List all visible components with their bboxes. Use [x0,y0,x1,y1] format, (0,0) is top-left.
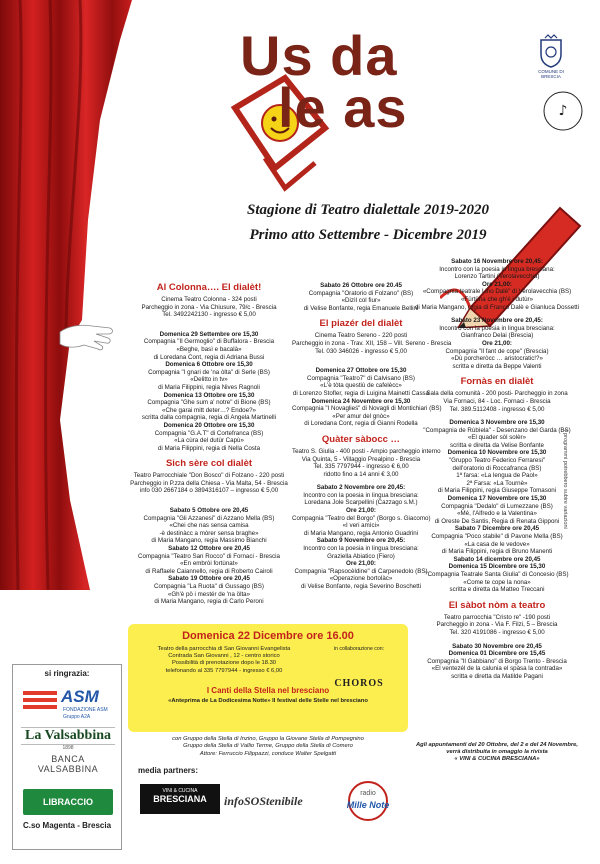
show-line: Compagnia "Teatro San Rocco" di Fornaci - Brescia [138,552,280,560]
show-line: «Operazione bortolàc» [329,575,393,583]
show-line: Compagnia "Il Gabbiano" di Borgo Trento - Brescia [427,657,567,665]
show-line: Graziella Abiatico (Fiero) [327,552,395,560]
show-line: -è destinàcc a mòrer sensa braghe» [159,529,259,537]
show-date: Sabato 12 Ottobre ore 20,45 [168,545,250,553]
magazine-note-line: « VINI & CUCINA BRESCIANA» [454,756,540,763]
show-line: Compagnia "Ghe sum a' notre" di Bione (BS) [147,399,271,407]
radio-mille-note-logo [338,780,398,822]
show-line: Incontro con la poesia in lingua bresciana: [303,545,419,553]
show-line: Compagnia "Il Germoglio" di Buffalora - Brescia [143,338,275,346]
show-date: Sabato 9 Novembre ore 20,45: [316,537,406,545]
december-info-line: Contrada San Giovanni , 12 - centro storico [168,653,280,660]
section-title: Sich sère col dialèt [165,458,253,470]
show-date: Domenica 10 Novembre ore 15,30 [447,449,547,457]
show-line: «L'è tòta questiù de cafelècc» [320,382,402,390]
red-curtain-illustration [0,0,132,590]
show-date: Domenica 6 Ottobre ore 15,30 [165,361,253,369]
show-line: «Gh'è pö i mestér de 'na ölta» [167,590,251,598]
venue-info: Tel. 335 7797944 - ingresso € 6,00 [313,463,409,471]
show-line: di Velise Bonfante, regia Emanuele Bellini [303,304,419,312]
show-line: scritta e diretta da Matilde Pagani [451,672,543,680]
show-date: Sabato 23 Novembre ore 20,45: [451,317,543,325]
comune-logo [531,34,571,79]
radio-main: Mille Note [346,800,390,810]
show-line: di Maria Mangano, regia di Carlo Peroni [154,598,264,606]
show-date: Domenica 24 Novembre ore 15,30 [311,397,411,405]
show-line: Compagnia "Il fant de cope" (Brescia) [445,347,549,355]
december-info [134,646,314,675]
credit-line: Attore: Ferruccio Filippazzi, conduce Walter Spelgatti [199,750,337,757]
show-line: «La cùra del dutùr Capù» [174,437,244,445]
show-line: "Compagnia de Rùbìela" - Desenzano del Garda (BS) [423,426,571,434]
sponsors-box [12,664,122,850]
show-date: Domenica 13 Ottobre ore 15,30 [163,391,255,399]
column-2 [292,282,452,591]
show-date: Domenica 15 Dicembre ore 15,30 [448,563,546,571]
side-note: I programmi potrebbero subire variazioni [562,430,568,529]
vini-main: BRESCIANA [153,794,207,804]
season-subtitle [218,202,518,244]
show-line: di Maria Mangano, regia Antonio Guadrini [303,529,419,537]
venue-info: Tel. 3492242130 - ingresso € 5,00 [162,311,256,319]
show-line: «Compagnia teatrale Lino Dalè" di Verolavecchia (BS) [422,288,572,296]
show-date: Sabato 30 Novembre ore 20,45 [452,642,542,650]
column-1 [124,282,294,606]
show-line: «Che garai mitt deter…? Endoe?» [162,406,256,414]
show-date: Domenica 17 Novembre ore 15,30 [447,495,547,503]
show-date: Ore 21,00: [482,280,512,288]
show-date: Sabato 5 Ottobre ore 20,45 [169,507,249,515]
show-line: di Maria Mangano, regia Massimo Bianchi [151,537,267,545]
crest-icon [538,34,564,68]
section-title: Fornàs en dialèt [460,376,534,388]
december-info-line: Teatro della parrocchia di San Giovanni Evangelista [157,646,291,652]
choros-logo: CHOROS [334,678,384,689]
section-title: Al Colonna…. El dialèt! [156,282,262,293]
show-line: «En embròi fortùnat» [180,560,238,568]
magazine-note-line: Agli appuntamenti del 20 Ottobre, del 2 e del 24 Novembre, [415,742,579,748]
media-partners-title: media partners: [138,766,199,775]
december-info-line: Possibilità di prenotazione dopo le 18.30 [171,660,277,667]
valsabbina-year: 1898 [62,745,74,751]
december-event-box [128,624,408,732]
venue-info: Teatro Parrocchiale "Don Bosco" di Folzano - 220 posti [133,472,285,480]
show-line: Compagnia "G.A.T" di Cortefranca (BS) [154,429,264,437]
show-line: dell'oratorio di Roccafranca (BS) [452,464,542,472]
libraccio-logo: LIBRACCIO [23,789,113,815]
show-line: «Come te cope la nona» [463,578,531,586]
venue-info: Tel. 389.5112408 - ingresso € 5,00 [449,405,545,413]
valsabbina-bank: BANCA VALSABBINA [37,754,99,774]
show-line: Compagnia "Gli Azzanesi" di Azzano Mella (BS) [143,514,275,522]
comune-label: COMUNE DI BRESCIA [538,69,564,79]
show-line: «Chei che nas sensa camisa [169,522,249,530]
show-line: «Beghe, basì e bacalà» [176,345,242,353]
show-line: «I veri amìci» [342,522,380,530]
december-title: Domenica 22 Dicembre ore 16.00 [182,630,354,642]
show-line: Compagnia "La Ruota" di Gussago (BS) [154,583,264,590]
venue-info: Cinema Teatro Colonna - 324 posti [161,296,257,303]
show-line: di Maria Filippini, regia di Nella Costa [157,444,261,452]
show-line: di Maria Filippini, regia Giuseppe Tomasoni [437,487,557,495]
show-line: di Maria Mangano, regia di Franco Dalè e Gianluca Dossetti [414,303,580,311]
magazine-note-line: verrà distribuita in omaggio la rivista [446,749,548,756]
valsabbina-logo [21,727,115,774]
show-line: «La casa de le vedove» [464,540,530,548]
collab-label: in collaborazione con: [333,646,385,652]
svg-text:♪: ♪ [558,103,568,119]
show-line: "Compagnia Teatrale Santa Giulia" di Concesio (BS) [425,570,569,578]
canti-subtitle: «Anteprima de La Dodicesima Notte» II festival delle Stelle nel bresciano [168,698,368,704]
asm-sub: FONDAZIONE ASM [63,707,108,713]
show-line: Compagnia "Dedalo" di Lumezzane (BS) [441,502,553,510]
show-date: Sabato 26 Ottobre ore 20.45 [320,282,402,289]
show-line: «El quader sòl solèr» [467,434,527,442]
vini-top: VINI & CUCINA [162,788,198,794]
show-line: scritta dalla compagnia, regia di Angela Martinelli [141,414,277,422]
show-line: Compagnia "I Novaglieś" di Novagli di Montichiari (BS) [292,405,442,413]
section-title: El sàbot nòm a teatro [448,599,546,611]
show-line: di Loredana Cont, regia di Adriana Bussi [153,353,265,361]
association-logo-icon [542,90,584,132]
show-date: Ore 21,00: [482,339,512,347]
show-line: Incontro con la poesia in lingua bresciana: [303,491,419,499]
venue-info: ridotto fino a 14 anni € 3,00 [323,470,399,478]
venue-info: Parcheggio in P.zza della Chiesa - Via Malta, 54 - Brescia [130,479,288,487]
credit-line: Gruppo della Stella di Vallio Terme, Gruppo della Stella di Comero [183,743,353,750]
magazine-note [412,742,582,764]
venue-info: Via Quinta, 5 - Villaggio Prealpino - Brescia [301,455,421,463]
show-date: Ore 21,00: [346,507,376,515]
show-line: «Per amur del gnòc» [332,412,390,420]
show-line: scritta e diretta da Matteo Treccani [449,586,545,594]
show-date: Ore 21,00: [346,560,376,568]
show-line: Gianfranco Delai (Brescia) [460,332,534,340]
show-line: di Raffaele Caiannello, regia di Roberto Cairoli [145,567,273,575]
december-info-line: telefonando al 335 7797944 - ingresso € 6,00 [165,667,283,674]
show-line: «Fürtüna che gh'é i dutùr» [460,295,534,303]
venue-info: Teatro S. Giulia - 400 posti - Ampio parcheggio interno [292,447,441,455]
asm-name: ASM [61,687,99,706]
column-3 [412,258,582,681]
show-line: Loredana Jole Scarpellini (Cazzago s.M.) [304,499,418,507]
show-line: Compagnia "Poco stabile" di Pavone Mella (BS) [431,533,563,540]
show-date: Sabato 2 Novembre ore 20,45: [316,484,406,492]
section-title: El piazér del dialèt [319,318,403,330]
venue-info: Parcheggio in zona - Via F. Filzi, 5 – Brescia [436,621,558,629]
canti-title: I Canti della Stella nel bresciano [206,686,330,695]
venue-info: Teatro parrocchia "Cristo re" -190 posti [443,613,551,621]
show-line: 1ª farsa: «La lengua de Paol» [456,472,538,480]
show-line: Incontro con la poesia in lingua bresciana: [439,265,555,273]
show-date: Domenica 20 Ottobre ore 15,30 [163,421,255,429]
venue-info: Tel. 030 346026 - ingresso € 5,00 [315,347,407,355]
show-line: di Velise Bonfante, regia Severino Boschetti [300,583,422,590]
show-line: di Loredana Cont, regia di Gianni Rodella [304,420,418,428]
show-line: di Maria Filippini, regia Nives Ragnoli [158,383,260,391]
show-line: Compagnia "Oratorio di Folzano" (BS) [308,289,414,297]
stagione-label: Stagione di Teatro dialettale 2019-2020 [247,202,489,218]
valsabbina-name: La Valsabbina [21,727,115,745]
show-line: scritta e diretta da Beppe Valenti [452,362,542,370]
show-line: di Oreste De Santis, Regia di Renata Gipponi [434,517,560,525]
show-date: Domenica 3 Novembre ore 15,30 [449,419,545,427]
venue-info: Via Fornaci, 84 - Loc. Fornaci - Brescia [443,397,551,405]
venue-info: Tel. 320 4191086 - ingresso € 5,00 [449,628,545,636]
libraccio-address: C.so Magenta - Brescia [22,821,112,830]
show-date: Sabato 16 Novembre ore 20,45: [451,258,543,265]
asm-mark-icon [23,685,57,719]
show-line: "Gruppo Teatro Federico Ferraresi" [448,457,546,465]
venue-info: Cinema Teatro Sereno - 220 posti [314,332,408,340]
show-line: «El ventezél de la calunia el spàsa la contrada» [431,665,563,673]
sponsors-title: si ringrazia: [44,669,90,678]
asm-sub2: Gruppo A2A [63,714,91,720]
show-date: Domenica 27 Ottobre ore 15,30 [315,367,407,375]
show-line: «Mé, l'Alfredo e la Valentina» [457,510,537,518]
vini-cucina-logo [140,784,220,814]
show-line: Compagnia "Teatro del Borgo" (Borgo s. Giacomo) [292,514,431,522]
asm-logo [23,685,113,723]
show-line: Compagnia "Rapsocèldine" di Carpenedolo (BS) [294,567,428,575]
show-line: Incontro con la poesia in lingua bresciana: [439,324,555,332]
show-line: «Dizìl col fiur» [341,297,381,305]
section-title: Quàter sàbocc … [321,433,401,445]
venue-info: Parcheggio in zona - Via Chiusure, 79/c - Brescia [141,303,277,311]
title-line-2: le as [278,76,408,139]
venue-info: Sala della comunità - 200 posti- Parcheggio in zona [426,390,568,398]
show-line: «Dù porcheròcc … aristocratic!?» [451,355,543,363]
show-date: Domenica 01 Dicembre ore 15,45 [448,650,546,658]
infosostenibile-logo: infoSOStenibile [224,794,303,808]
show-line: scritta e diretta da Velise Bonfante [450,441,544,449]
title-block [240,24,490,139]
show-date: Domenica 29 Settembre ore 15,30 [159,330,259,338]
show-line: Compagnia "Teatro7" di Calvisano (BS) [307,374,415,382]
show-date: Sabato 14 dicembre ore 20,45 [453,555,541,563]
venue-info: Parcheggio in zona - Trav. XII, 158 – Vill. Sereno - Brescia [292,339,452,347]
show-line: Compagnia "I gnari de 'na òlta" di Serle (BS) [148,368,270,376]
show-line: di Lorenzo Stofler, regia di Luigina Mainetti Cassa [292,389,430,397]
title-line-1: Us da [240,24,398,87]
show-line: 2ª Farsa: «La Tournè» [466,479,528,487]
show-date: Sabato 19 Ottobre ore 20,45 [168,575,250,583]
white-glove-icon [58,318,114,354]
show-line: Lorenzo Tartini (Verolavecchia) [454,273,540,281]
primo-atto-label: Primo atto Settembre - Dicembre 2019 [249,227,487,243]
radio-top: radio [360,790,376,797]
show-line: «Delitto in tv» [190,376,228,384]
show-line: di Maria Filippini, regia di Bruno Manenti [441,548,553,556]
december-credits [128,736,408,758]
show-date: Sabato 7 Dicembre ore 20,45 [454,525,540,533]
credit-line: con Gruppo della Stella di Inzino, Gruppo la Giovane Stella di Pompegnino [172,736,364,742]
collaboration [316,646,402,689]
venue-info: info 030 2667184 o 3894316107 – ingresso € 5,00 [139,487,279,495]
